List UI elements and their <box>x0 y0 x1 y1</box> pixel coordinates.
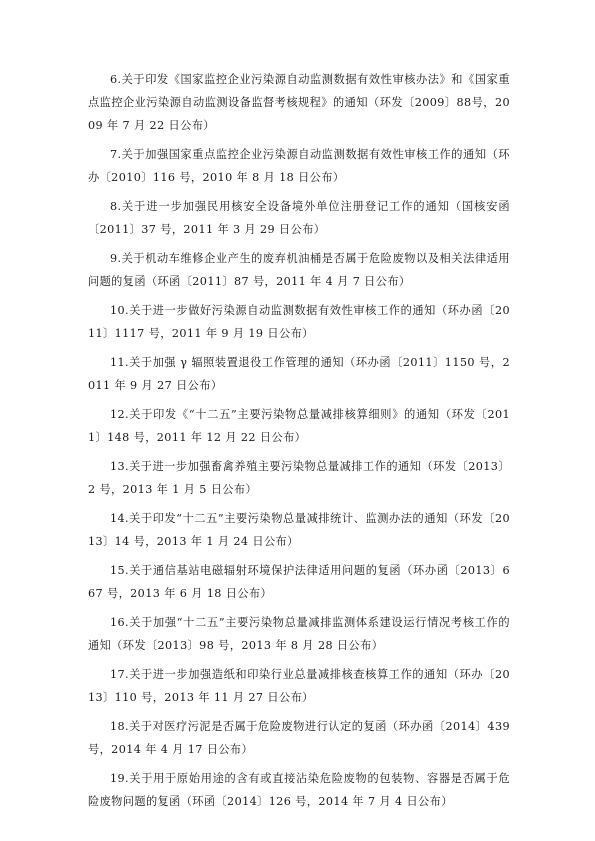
list-item: 15.关于通信基站电磁辐射环境保护法律适用问题的复函（环办函〔2013〕667 号，2013 年 6 月 18 日公布） <box>88 564 510 600</box>
list-item: 14.关于印发“十二五”主要污染物总量减排统计、监测办法的通知（环发〔2013〕14 号，2013 年 1 月 24 日公布） <box>88 512 510 548</box>
list-item: 9.关于机动车维修企业产生的废弃机油桶是否属于危险废物以及相关法律适用问题的复函（环函〔2011〕87 号，2011 年 4 月 7 日公布） <box>88 252 510 288</box>
list-item: 13.关于进一步加强畜禽养殖主要污染物总量减排工作的通知（环发〔2013〕2 号，2013 年 1 月 5 日公布） <box>88 460 510 496</box>
list-item: 10.关于进一步做好污染源自动监测数据有效性审核工作的通知（环办函〔2011〕1117 号，2011 年 9 月 19 日公布） <box>88 304 510 340</box>
list-item: 8.关于进一步加强民用核安全设备境外单位注册登记工作的通知（国核安函〔2011〕37 号，2011 年 3 月 29 日公布） <box>88 200 510 236</box>
list-item: 6.关于印发《国家监控企业污染源自动监测数据有效性审核办法》和《国家重点监控企业污染源自动监测设备监督考核规程》的通知（环发〔2009〕88号，2009 年 7 月 22 日公布） <box>88 73 510 132</box>
list-item: 12.关于印发《“十二五”主要污染物总量减排核算细则》的通知（环发〔2011〕148 号，2011 年 12 月 22 日公布） <box>88 408 510 444</box>
list-item: 11.关于加强 γ 辐照装置退役工作管理的通知（环办函〔2011〕1150 号，2011 年 9 月 27 日公布） <box>88 356 510 392</box>
list-item: 19.关于用于原始用途的含有或直接沾染危险废物的包装物、容器是否属于危险废物问题的复函（环函〔2014〕126 号，2014 年 7 月 4 日公布） <box>88 772 510 808</box>
list-item: 7.关于加强国家重点监控企业污染源自动监测数据有效性审核工作的通知（环办〔2010〕116 号，2010 年 8 月 18 日公布） <box>88 148 510 184</box>
list-item: 18.关于对医疗污泥是否属于危险废物进行认定的复函（环办函〔2014〕439 号，2014 年 4 月 17 日公布） <box>88 720 510 756</box>
document-page <box>88 68 510 819</box>
list-item: 16.关于加强“十二五”主要污染物总量减排监测体系建设运行情况考核工作的通知（环发〔2013〕98 号，2013 年 8 月 28 日公布） <box>88 616 510 652</box>
list-item: 17.关于进一步加强造纸和印染行业总量减排核查核算工作的通知（环办〔2013〕110 号，2013 年 11 月 27 日公布） <box>88 668 510 704</box>
